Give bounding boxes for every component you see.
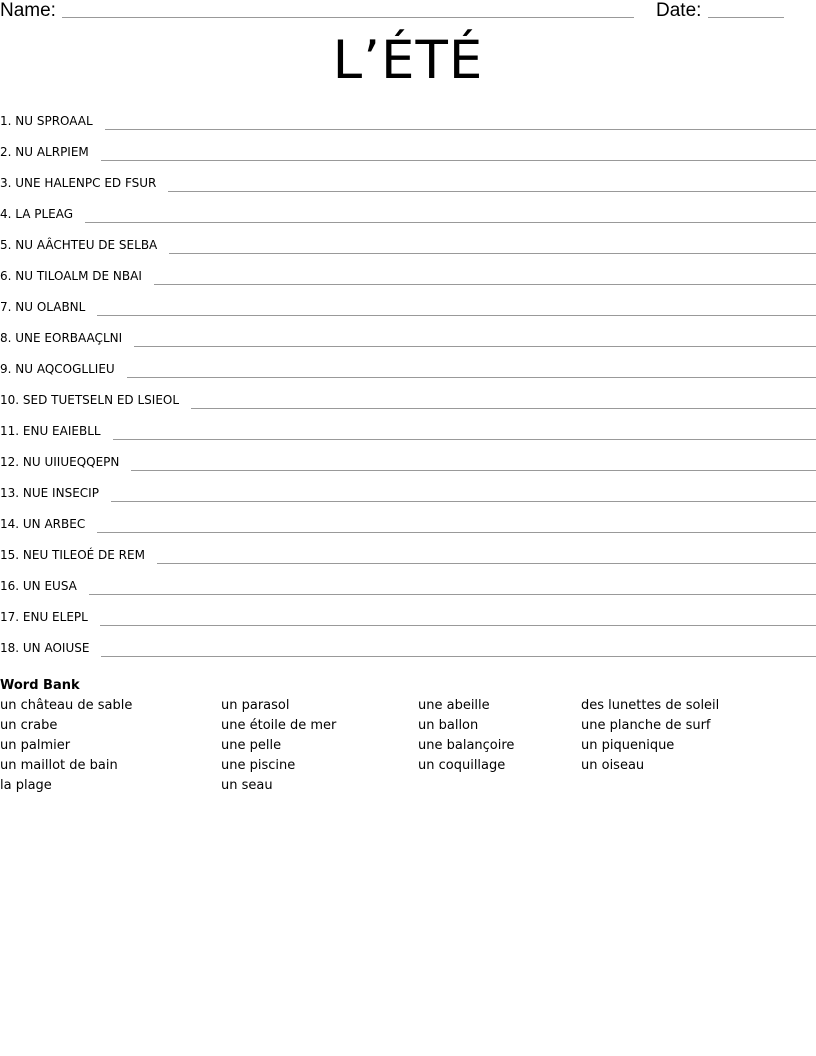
answer-line[interactable] <box>100 608 816 626</box>
question-text: 2. NU ALRPIEM <box>0 145 89 159</box>
answer-line[interactable] <box>157 546 816 564</box>
answer-line[interactable] <box>97 515 816 533</box>
question-row <box>0 608 816 639</box>
question-row <box>0 453 816 484</box>
answer-line[interactable] <box>127 360 816 378</box>
answer-line[interactable] <box>111 484 816 502</box>
question-row <box>0 267 816 298</box>
word-bank-item: une balançoire <box>418 738 515 753</box>
name-label: Name: <box>0 0 56 21</box>
question-text: 18. UN AOIUSE <box>0 641 90 655</box>
question-text: 12. NU UIIUEQQEPN <box>0 455 120 469</box>
answer-line[interactable] <box>168 174 816 192</box>
answer-line[interactable] <box>134 329 816 347</box>
question-text: 10. SED TUETSELN ED LSIEOL <box>0 393 180 407</box>
word-bank-column <box>581 697 719 777</box>
question-text: 17. ENU ELEPL <box>0 610 88 624</box>
question-row <box>0 236 816 267</box>
answer-line[interactable] <box>131 453 816 471</box>
word-bank-item: des lunettes de soleil <box>581 698 720 713</box>
question-text: 4. LA PLEAG <box>0 207 74 221</box>
word-bank <box>0 677 816 793</box>
word-bank-item: un château de sable <box>0 698 133 713</box>
word-bank-item: un parasol <box>221 698 290 713</box>
page-title: L’ÉTÉ <box>332 30 484 91</box>
answer-line[interactable] <box>101 639 816 657</box>
question-text: 13. NUE INSECIP <box>0 486 99 500</box>
word-bank-item: un palmier <box>0 738 71 753</box>
question-row <box>0 391 816 422</box>
date-label: Date: <box>656 0 702 21</box>
question-text: 5. NU AÂCHTEU DE SELBA <box>0 238 158 252</box>
word-bank-item: la plage <box>0 778 52 793</box>
question-text: 3. UNE HALENPC ED FSUR <box>0 176 157 190</box>
answer-line[interactable] <box>154 267 816 285</box>
question-row <box>0 515 816 546</box>
question-row <box>0 422 816 453</box>
question-row <box>0 143 816 174</box>
answer-line[interactable] <box>113 422 816 440</box>
word-bank-item: un crabe <box>0 718 58 733</box>
question-text: 9. NU AQCOGLLIEU <box>0 362 115 376</box>
word-bank-item: un maillot de bain <box>0 758 118 773</box>
answer-line[interactable] <box>89 577 816 595</box>
word-bank-item: un oiseau <box>581 758 645 773</box>
question-list <box>0 112 816 670</box>
question-row <box>0 546 816 577</box>
word-bank-item: une abeille <box>418 698 490 713</box>
question-row <box>0 360 816 391</box>
answer-line[interactable] <box>169 236 816 254</box>
question-text: 16. UN EUSA <box>0 579 77 593</box>
question-row <box>0 484 816 515</box>
question-text: 11. ENU EAIEBLL <box>0 424 101 438</box>
question-row <box>0 205 816 236</box>
word-bank-item: une piscine <box>221 758 296 773</box>
word-bank-column <box>0 697 132 797</box>
answer-line[interactable] <box>97 298 816 316</box>
answer-line[interactable] <box>85 205 816 223</box>
word-bank-item: une planche de surf <box>581 718 711 733</box>
word-bank-item: un piquenique <box>581 738 675 753</box>
word-bank-item: une étoile de mer <box>221 718 337 733</box>
answer-line[interactable] <box>105 112 816 130</box>
question-text: 1. NU SPROAAL <box>0 114 93 128</box>
question-text: 15. NEU TILEOÉ DE REM <box>0 548 145 562</box>
word-bank-title: Word Bank <box>0 678 80 693</box>
question-row <box>0 639 816 670</box>
question-row <box>0 577 816 608</box>
question-text: 7. NU OLABNL <box>0 300 86 314</box>
answer-line[interactable] <box>101 143 816 161</box>
question-text: 14. UN ARBEC <box>0 517 86 531</box>
word-bank-item: un seau <box>221 778 273 793</box>
word-bank-column <box>221 697 336 797</box>
word-bank-item: un coquillage <box>418 758 506 773</box>
question-row <box>0 112 816 143</box>
question-text: 8. UNE EORBAAÇLNI <box>0 331 123 345</box>
question-row <box>0 174 816 205</box>
name-field[interactable] <box>62 17 634 18</box>
word-bank-column <box>418 697 514 777</box>
answer-line[interactable] <box>191 391 816 409</box>
question-row <box>0 298 816 329</box>
word-bank-item: une pelle <box>221 738 282 753</box>
question-text: 6. NU TILOALM DE NBAI <box>0 269 142 283</box>
word-bank-item: un ballon <box>418 718 479 733</box>
header <box>0 0 816 24</box>
date-field[interactable] <box>708 17 784 18</box>
question-row <box>0 329 816 360</box>
